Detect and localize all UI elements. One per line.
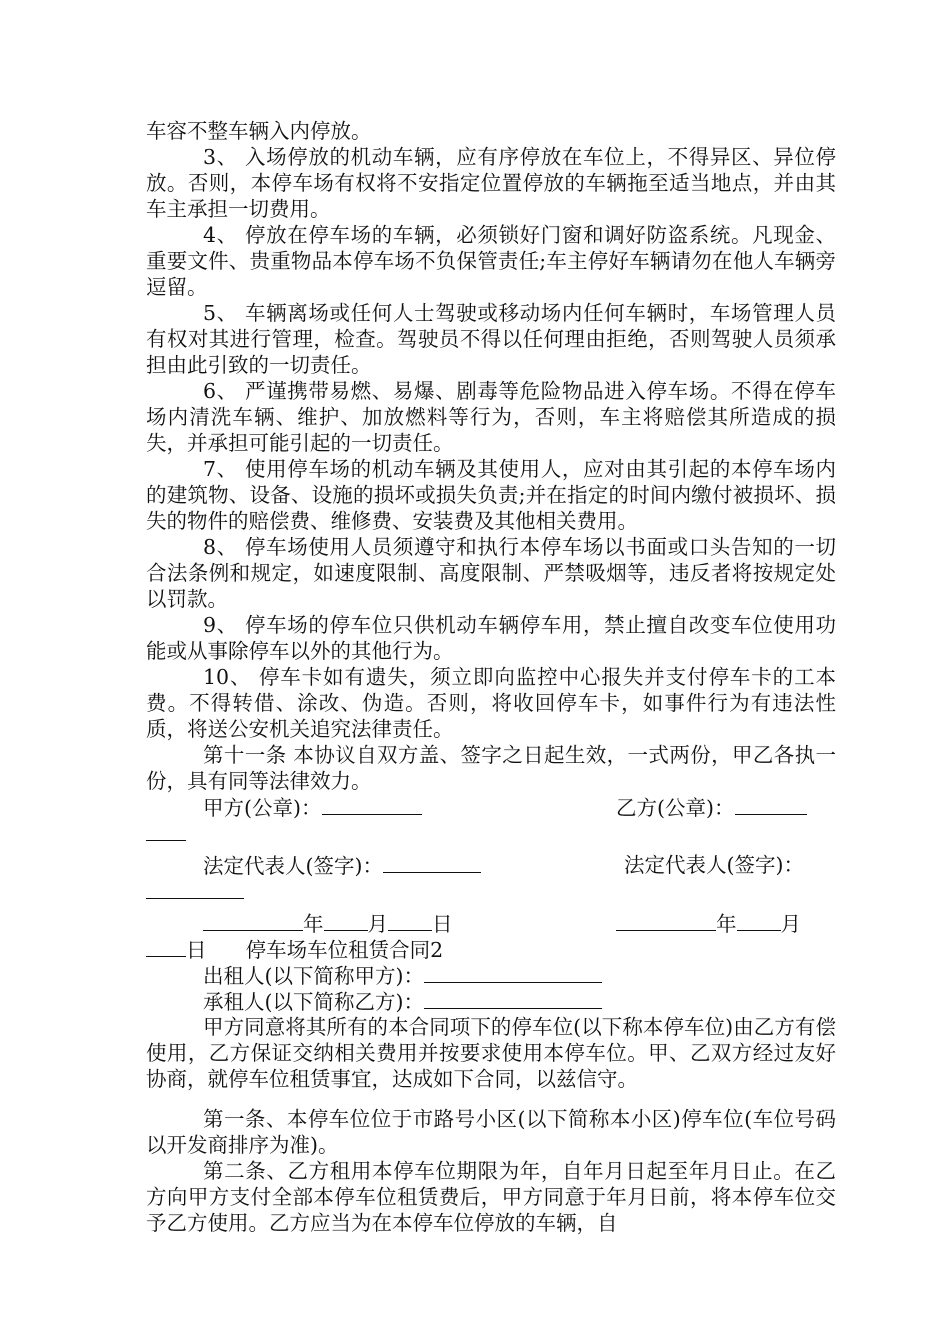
lessee-field: 承租人(以下简称乙方)：	[203, 988, 602, 1015]
document-page	[146, 118, 836, 1236]
paragraph: 10、 停车卡如有遗失，须立即向监控中心报失并支付停车卡的工本费。不得转借、涂改、伪造。否则，将收回停车卡，如事件行为有违法性质，将送公安机关追究法律责任。	[146, 665, 836, 741]
date-row	[146, 910, 836, 936]
seal-row-wrap	[146, 820, 836, 846]
paragraph: 第一条、本停车位位于市路号小区(以下简称本小区)停车位(车位号码以开发商排序为准)。	[146, 1107, 836, 1157]
party-b-rep: 法定代表人(签字)：	[624, 853, 804, 877]
party-b-rep-blank[interactable]	[146, 878, 244, 899]
party-b-seal-blank-cont	[146, 820, 186, 841]
paragraph: 3、 入场停放的机动车辆，应有序停放在车位上，不得异区、异位停放。否则，本停车场有权将不安指定位置停放的车辆拖至适当地点，并由其车主承担一切费用。	[146, 145, 836, 221]
paragraph: 4、 停放在停车场的车辆，必须锁好门窗和调好防盗系统。凡现金、重要文件、贵重物品本停车场不负保管责任;车主停好车辆请勿在他人车辆旁逗留。	[146, 223, 836, 299]
contract2-body	[146, 1014, 836, 1236]
party-b-seal: 乙方(公章)：	[616, 794, 807, 821]
contract2-title: 停车场车位租赁合同2	[245, 938, 444, 962]
rep-row	[146, 852, 836, 878]
party-b-seal-blank[interactable]	[735, 794, 807, 815]
paragraph: 6、 严谨携带易燃、易爆、剧毒等危险物品进入停车场。不得在停车场内清洗车辆、维护、加放燃料等行为，否则，车主将赔偿其所造成的损失，并承担可能引起的一切责任。	[146, 379, 836, 455]
paragraph: 第十一条 本协议自双方盖、签字之日起生效，一式两份，甲乙各执一份，具有同等法律效力。	[146, 743, 836, 793]
lessor-field: 出租人(以下简称甲方)：	[203, 962, 602, 989]
party-a-seal: 甲方(公章)：	[203, 794, 422, 821]
lessee-blank[interactable]	[424, 988, 602, 1009]
paragraph: 8、 停车场使用人员须遵守和执行本停车场以书面或口头告知的一切合法条例和规定，如速度限制、高度限制、严禁吸烟等，违反者将按规定处以罚款。	[146, 535, 836, 611]
clauses-section	[146, 118, 836, 794]
lessee-row	[146, 988, 836, 1014]
party-a-rep: 法定代表人(签字)：	[203, 852, 481, 879]
paragraph: 车容不整车辆入内停放。	[146, 119, 372, 143]
date-day-and-title: 日 停车场车位租赁合同2	[146, 936, 443, 962]
party-a-seal-blank[interactable]	[322, 794, 422, 815]
paragraph: 7、 使用停车场的机动车辆及其使用人，应对由其引起的本停车场内的建筑物、设备、设施的损坏或损失负责;并在指定的时间内缴付被损坏、损失的物件的赔偿费、维修费、安装费及其他相关费用。	[146, 457, 836, 533]
rep-row-wrap	[146, 878, 836, 904]
lessor-blank[interactable]	[424, 962, 602, 983]
date-row-wrap	[146, 936, 836, 962]
lessor-row	[146, 962, 836, 988]
paragraph: 9、 停车场的停车位只供机动车辆停车用，禁止擅自改变车位使用功能或从事除停车以外的其他行为。	[146, 613, 836, 663]
paragraph: 5、 车辆离场或任何人士驾驶或移动场内任何车辆时，车场管理人员有权对其进行管理，检查。驾驶员不得以任何理由拒绝，否则驾驶人员须承担由此引致的一切责任。	[146, 301, 836, 377]
party-a-rep-blank[interactable]	[383, 852, 481, 873]
party-b-date: 年 月	[616, 910, 801, 937]
paragraph: 第二条、乙方租用本停车位期限为年，自年月日起至年月日止。在乙方向甲方支付全部本停车位租赁费后，甲方同意于年月日前，将本停车位交予乙方使用。乙方应当为在本停车位停放的车辆，自	[146, 1159, 836, 1235]
paragraph: 甲方同意将其所有的本合同项下的停车位(以下称本停车位)由乙方有偿使用，乙方保证交纳相关费用并按要求使用本停车位。甲、乙双方经过友好协商，就停车位租赁事宜，达成如下合同，以兹信守。	[146, 1015, 836, 1091]
party-a-date: 年 月 日	[203, 910, 453, 937]
seal-row	[146, 794, 836, 820]
